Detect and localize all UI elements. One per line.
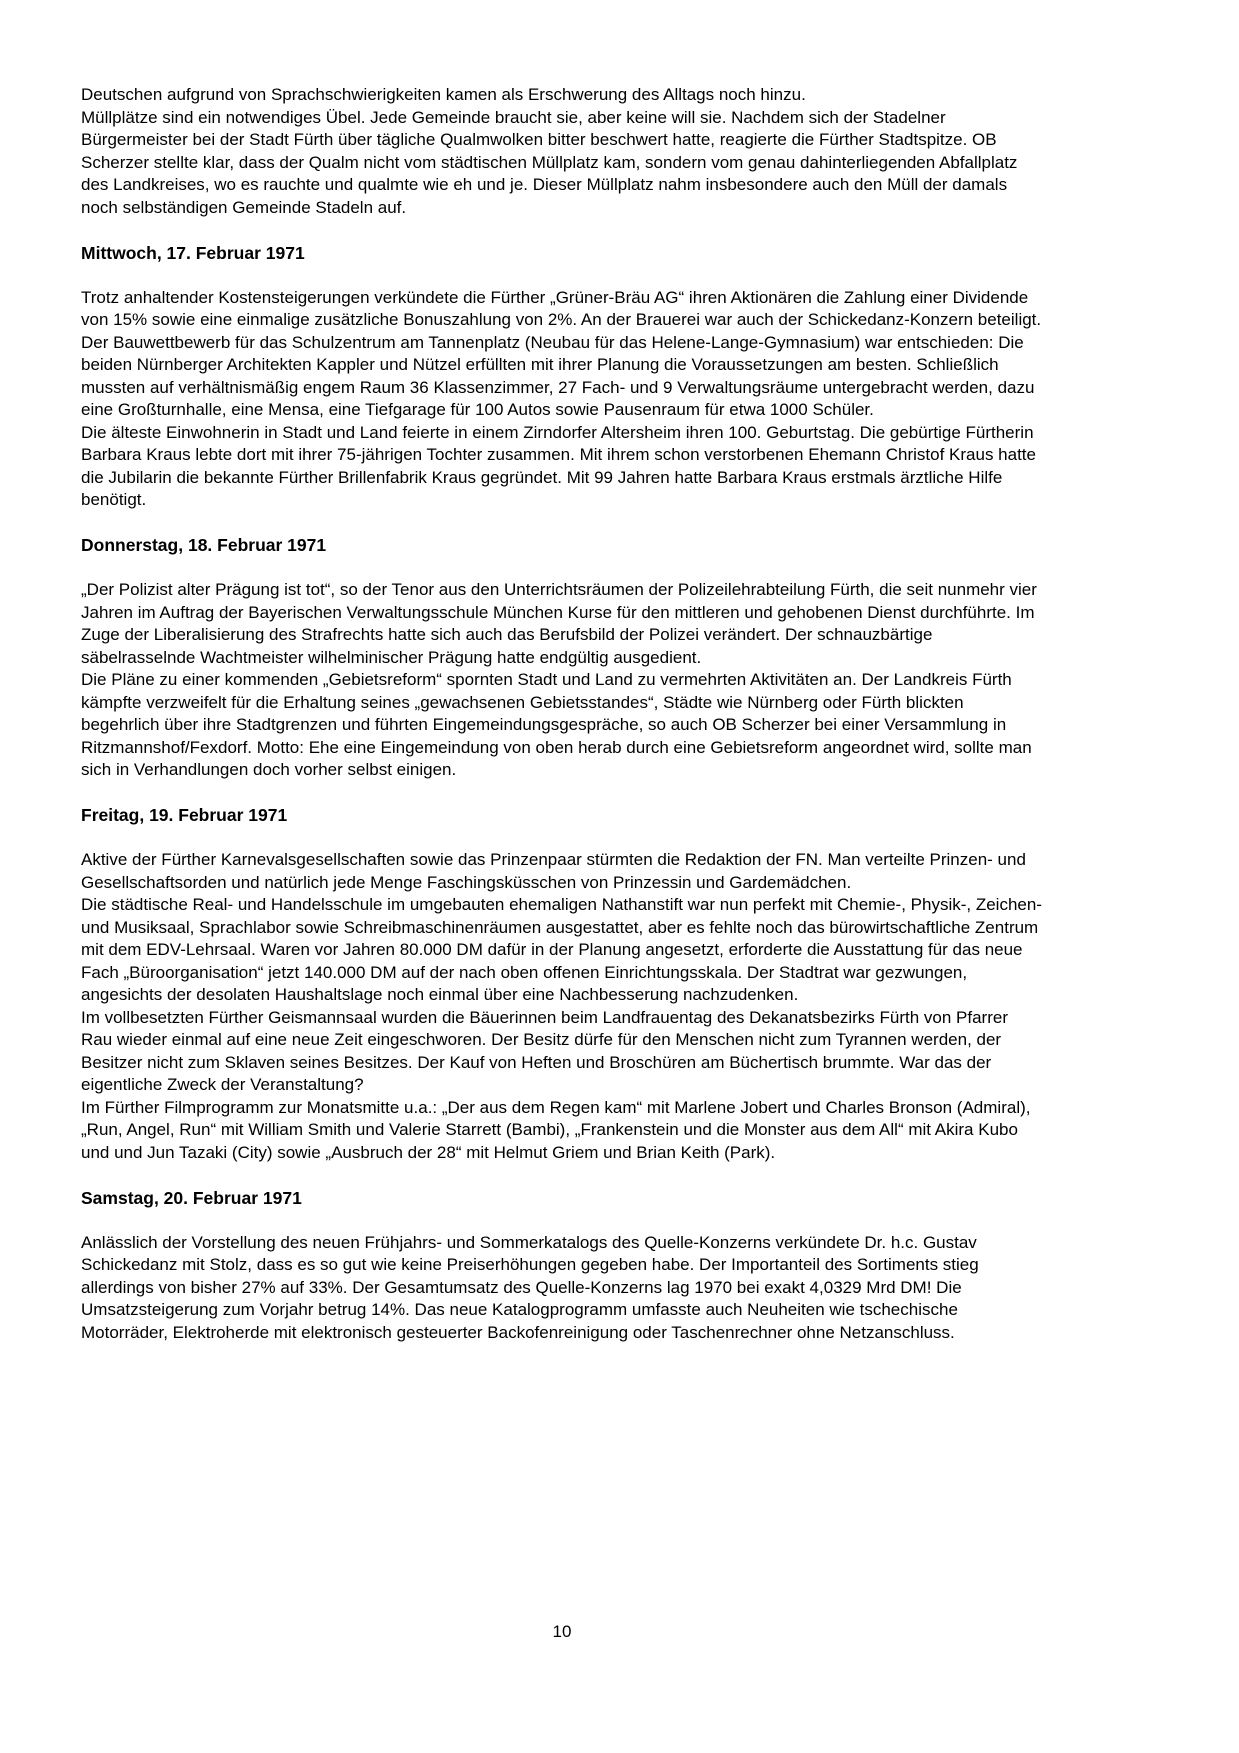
page-number: 10 xyxy=(552,1622,572,1641)
paragraph: Die städtische Real- und Handelsschule im umgebauten ehemaligen Nathanstift war nun perfekt mit Chemie-, Physik-, Zeichen- und Musiksaal, Sprachlabor sowie Schreibmaschinenräumen ausgestattet, aber es fehlte noch das bürowirtschaftliche Zentrum mit dem EDV-Lehrsaal. Waren vor Jahren 80.000 DM dafür in der Planung angesetzt, erforderte die Ausstattung für das neue Fach „Büroorganisation“ jetzt 140.000 DM auf der nach oben offenen Einrichtungsskala. Der Stadtrat war gezwungen, angesichts der desolaten Haushaltslage noch einmal über eine Nachbesserung nachzudenken. xyxy=(81,895,1042,1004)
paragraph: Anlässlich der Vorstellung des neuen Frühjahrs- und Sommerkatalogs des Quelle-Konzerns verkündete Dr. h.c. Gustav Schickedanz mit Stolz, dass es so gut wie keine Preiserhöhungen gegeben habe. Der Importanteil des Sortiments stieg allerdings von bisher 27% auf 33%. Der Gesamtumsatz des Quelle-Konzerns lag 1970 bei exakt 4,0329 Mrd DM! Die Umsatzsteigerung zum Vorjahr betrug 14%. Das neue Katalogprogramm umfasste auch Neuheiten wie tschechische Motorräder, Elektroherde mit elektronisch gesteuerter Backofenreinigung oder Taschenrechner ohne Netzanschluss. xyxy=(81,1232,979,1342)
section-heading-samstag: Samstag, 20. Februar 1971 xyxy=(81,1187,302,1208)
paragraph: Trotz anhaltender Kostensteigerungen verkündete die Fürther „Grüner-Bräu AG“ ihren Aktionären die Zahlung einer Dividende von 15% sowie eine einmalige zusätzliche Bonuszahlung von 2%. An der Brauerei war auch der Schickedanz-Konzern beteiligt. xyxy=(81,287,1042,329)
intro-paragraph: Deutschen aufgrund von Sprachschwierigkeiten kamen als Erschwerung des Alltags noch hinzu. xyxy=(81,85,806,104)
section-heading-mittwoch: Mittwoch, 17. Februar 1971 xyxy=(81,242,305,263)
section-heading-donnerstag: Donnerstag, 18. Februar 1971 xyxy=(81,535,327,555)
intro-paragraph: Müllplätze sind ein notwendiges Übel. Jede Gemeinde braucht sie, aber keine will sie. Nachdem sich der Stadelner Bürgermeister bei der Stadt Fürth über tägliche Qualmwolken bitter beschwert hatte, reagierte die Fürther Stadtspitze. OB Scherzer stellte klar, dass der Qualm nicht vom städtischen Müllplatz kam, sondern vom genau dahinterliegenden Abfallplatz des Landkreises, wo es rauchte und qualmte wie eh und je. Dieser Müllplatz nahm insbesondere auch den Müll der damals noch selbständigen Gemeinde Stadeln auf. xyxy=(81,107,1018,217)
paragraph: Der Bauwettbewerb für das Schulzentrum am Tannenplatz (Neubau für das Helene-Lange-Gymnasium) war entschieden: Die beiden Nürnberger Architekten Kappler und Nützel erfüllten mit ihrer Planung die Voraussetzungen am besten. Schließlich mussten auf verhältnismäßig engem Raum 36 Klassenzimmer, 27 Fach- und 9 Verwaltungsräume untergebracht werden, dazu eine Großturnhalle, eine Mensa, eine Tiefgarage für 100 Autos sowie Pausenraum für etwa 1000 Schüler. xyxy=(81,332,1035,419)
paragraph: „Der Polizist alter Prägung ist tot“, so der Tenor aus den Unterrichtsräumen der Polizeilehrabteilung Fürth, die seit nunmehr vier Jahren im Auftrag der Bayerischen Verwaltungsschule München Kurse für den mittleren und gehobenen Dienst durchführte. Im Zuge der Liberalisierung des Strafrechts hatte sich auch das Berufsbild der Polizei verändert. Der schnauzbärtige säbelrasselnde Wachtmeister wilhelminischer Prägung hatte endgültig ausgedient. xyxy=(81,580,1037,667)
paragraph: Im vollbesetzten Fürther Geismannsaal wurden die Bäuerinnen beim Landfrauentag des Dekanatsbezirks Fürth von Pfarrer Rau wieder einmal auf eine neue Zeit eingeschworen. Der Besitz dürfe für den Menschen nicht zum Tyrannen werden, der Besitzer nicht zum Sklaven seines Besitzes. Der Kauf von Heften und Broschüren am Büchertisch brummte. War das der eigentliche Zweck der Veranstaltung? xyxy=(81,1007,1008,1094)
paragraph: Im Fürther Filmprogramm zur Monatsmitte u.a.: „Der aus dem Regen kam“ mit Marlene Jobert und Charles Bronson (Admiral), „Run, Angel, Run“ mit William Smith und Valerie Starrett (Bambi), „Frankenstein und die Monster aus dem All“ mit Akira Kubo und und Jun Tazaki (City) sowie „Ausbruch der 28“ mit Helmut Griem und Brian Keith (Park). xyxy=(81,1097,1031,1162)
paragraph: Die älteste Einwohnerin in Stadt und Land feierte in einem Zirndorfer Altersheim ihren 100. Geburtstag. Die gebürtige Fürtherin Barbara Kraus lebte dort mit ihrer 75-jährigen Tochter zusammen. Mit ihrem schon verstorbenen Ehemann Christof Kraus hatte die Jubilarin die bekannte Fürther Brillenfabrik Kraus gegründet. Mit 99 Jahren hatte Barbara Kraus erstmals ärztliche Hilfe benötigt. xyxy=(81,422,1036,509)
paragraph: Die Pläne zu einer kommenden „Gebietsreform“ spornten Stadt und Land zu vermehrten Aktivitäten an. Der Landkreis Fürth kämpfte verzweifelt für die Erhaltung seines „gewachsenen Gebietsstandes“, Städte wie Nürnberg oder Fürth blickten begehrlich über ihre Stadtgrenzen und führten Eingemeindungsgespräche, so auch OB Scherzer bei einer Versammlung in Ritzmannshof/Fexdorf. Motto: Ehe eine Eingemeindung von oben herab durch eine Gebietsreform angeordnet wird, sollte man sich in Verhandlungen doch vorher selbst einigen. xyxy=(81,670,1032,779)
section-heading-freitag: Freitag, 19. Februar 1971 xyxy=(81,805,288,825)
paragraph: Aktive der Fürther Karnevalsgesellschaften sowie das Prinzenpaar stürmten die Redaktion der FN. Man verteilte Prinzen- und Gesellschaftsorden und natürlich jede Menge Faschingsküsschen von Prinzessin und Gardemädchen. xyxy=(81,850,1026,892)
page-content xyxy=(81,84,1043,1344)
